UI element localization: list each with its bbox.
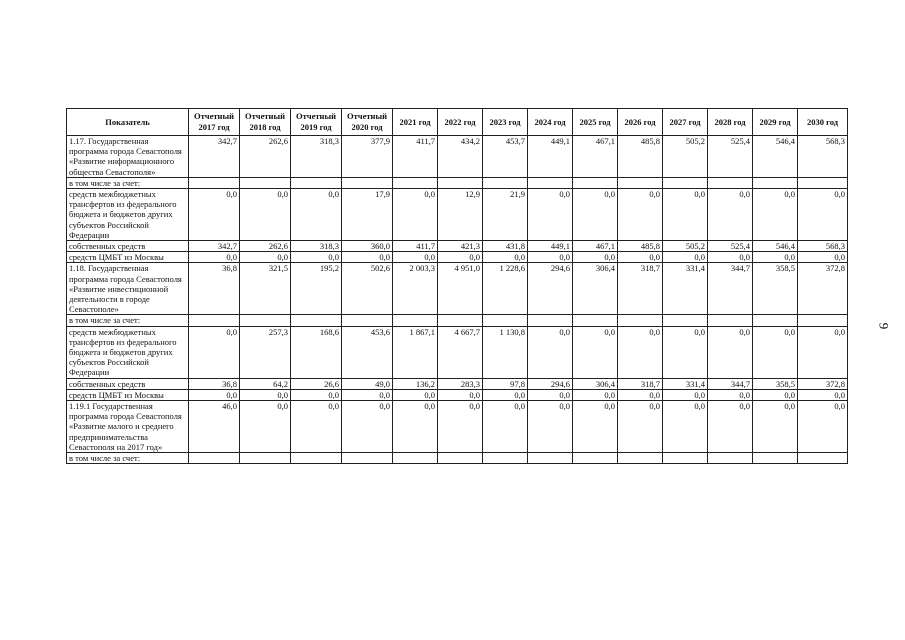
table-row	[67, 389, 848, 400]
cell-value	[708, 315, 753, 326]
cell-value: 0,0	[291, 252, 342, 263]
table-row	[67, 189, 848, 241]
row-label: средств ЦМБТ из Москвы	[67, 252, 189, 263]
row-label: в том числе за счет:	[67, 315, 189, 326]
table-row	[67, 453, 848, 464]
cell-value: 0,0	[798, 326, 848, 378]
cell-value	[240, 177, 291, 188]
cell-value	[189, 453, 240, 464]
cell-value: 0,0	[753, 326, 798, 378]
cell-value: 342,7	[189, 136, 240, 178]
cell-value: 306,4	[573, 378, 618, 389]
cell-value	[798, 453, 848, 464]
cell-value: 568,3	[798, 136, 848, 178]
table-row	[67, 136, 848, 178]
column-header-year: 2027 год	[663, 109, 708, 136]
cell-value: 0,0	[291, 389, 342, 400]
cell-value: 318,3	[291, 241, 342, 252]
cell-value: 344,7	[708, 263, 753, 315]
cell-value: 318,7	[618, 378, 663, 389]
cell-value: 0,0	[528, 401, 573, 453]
cell-value	[342, 315, 393, 326]
cell-value: 64,2	[240, 378, 291, 389]
cell-value	[528, 453, 573, 464]
cell-value: 525,4	[708, 136, 753, 178]
cell-value	[291, 177, 342, 188]
column-header-year: Отчетный 2019 год	[291, 109, 342, 136]
cell-value: 372,8	[798, 378, 848, 389]
cell-value: 0,0	[573, 252, 618, 263]
cell-value: 0,0	[342, 252, 393, 263]
cell-value	[618, 453, 663, 464]
cell-value: 294,6	[528, 263, 573, 315]
cell-value: 0,0	[189, 389, 240, 400]
cell-value	[393, 177, 438, 188]
cell-value: 467,1	[573, 136, 618, 178]
cell-value: 331,4	[663, 263, 708, 315]
cell-value: 283,3	[438, 378, 483, 389]
row-label: 1.17. Государственная программа города Севастополя «Развитие информационного общества Севастополя»	[67, 136, 189, 178]
cell-value: 0,0	[618, 189, 663, 241]
cell-value: 453,7	[483, 136, 528, 178]
row-label: собственных средств	[67, 241, 189, 252]
cell-value: 168,6	[291, 326, 342, 378]
cell-value: 546,4	[753, 241, 798, 252]
cell-value: 467,1	[573, 241, 618, 252]
cell-value: 0,0	[753, 252, 798, 263]
cell-value	[189, 177, 240, 188]
row-label: 1.18. Государственная программа города Севастополя «Развитие инвестиционной деятельности в городе Севастополе»	[67, 263, 189, 315]
cell-value: 0,0	[573, 189, 618, 241]
table-row	[67, 241, 848, 252]
cell-value: 262,6	[240, 136, 291, 178]
cell-value: 372,8	[798, 263, 848, 315]
column-header-year: 2023 год	[483, 109, 528, 136]
cell-value: 421,3	[438, 241, 483, 252]
cell-value: 0,0	[528, 252, 573, 263]
cell-value	[291, 315, 342, 326]
table-header-row	[67, 109, 848, 136]
column-header-year: 2024 год	[528, 109, 573, 136]
cell-value: 0,0	[189, 326, 240, 378]
cell-value	[753, 177, 798, 188]
column-header-year: 2028 год	[708, 109, 753, 136]
cell-value	[342, 177, 393, 188]
cell-value: 0,0	[618, 252, 663, 263]
cell-value: 0,0	[663, 252, 708, 263]
column-header-year: 2029 год	[753, 109, 798, 136]
table-row	[67, 401, 848, 453]
cell-value: 0,0	[753, 189, 798, 241]
cell-value	[663, 453, 708, 464]
cell-value: 344,7	[708, 378, 753, 389]
table-row	[67, 378, 848, 389]
cell-value: 0,0	[528, 189, 573, 241]
cell-value	[798, 315, 848, 326]
table-row	[67, 315, 848, 326]
cell-value: 0,0	[708, 189, 753, 241]
cell-value	[438, 453, 483, 464]
cell-value: 36,8	[189, 378, 240, 389]
cell-value: 485,8	[618, 241, 663, 252]
cell-value: 318,3	[291, 136, 342, 178]
row-label: средств ЦМБТ из Москвы	[67, 389, 189, 400]
cell-value: 0,0	[708, 389, 753, 400]
cell-value: 0,0	[573, 389, 618, 400]
cell-value	[753, 315, 798, 326]
table-row	[67, 326, 848, 378]
cell-value: 0,0	[573, 326, 618, 378]
cell-value: 4 951,0	[438, 263, 483, 315]
row-label: в том числе за счет:	[67, 177, 189, 188]
cell-value: 4 667,7	[438, 326, 483, 378]
cell-value	[618, 177, 663, 188]
cell-value: 0,0	[291, 401, 342, 453]
cell-value: 546,4	[753, 136, 798, 178]
cell-value: 0,0	[798, 189, 848, 241]
cell-value: 342,7	[189, 241, 240, 252]
cell-value: 449,1	[528, 241, 573, 252]
cell-value: 431,8	[483, 241, 528, 252]
cell-value	[438, 177, 483, 188]
cell-value: 318,7	[618, 263, 663, 315]
cell-value: 0,0	[240, 389, 291, 400]
cell-value	[708, 177, 753, 188]
cell-value	[393, 453, 438, 464]
cell-value: 0,0	[291, 189, 342, 241]
cell-value	[753, 453, 798, 464]
cell-value	[483, 315, 528, 326]
cell-value: 26,6	[291, 378, 342, 389]
cell-value: 0,0	[663, 326, 708, 378]
cell-value: 505,2	[663, 241, 708, 252]
cell-value	[342, 453, 393, 464]
cell-value: 2 003,3	[393, 263, 438, 315]
cell-value	[618, 315, 663, 326]
cell-value: 0,0	[753, 389, 798, 400]
cell-value: 0,0	[393, 401, 438, 453]
cell-value	[240, 315, 291, 326]
cell-value: 49,0	[342, 378, 393, 389]
cell-value: 568,3	[798, 241, 848, 252]
cell-value: 0,0	[438, 389, 483, 400]
cell-value	[240, 453, 291, 464]
cell-value: 1 228,6	[483, 263, 528, 315]
cell-value	[483, 453, 528, 464]
cell-value: 294,6	[528, 378, 573, 389]
column-header-year: 2030 год	[798, 109, 848, 136]
cell-value: 0,0	[573, 401, 618, 453]
table-body	[67, 136, 848, 464]
cell-value: 377,9	[342, 136, 393, 178]
cell-value: 0,0	[438, 401, 483, 453]
cell-value: 0,0	[393, 389, 438, 400]
cell-value: 1 130,8	[483, 326, 528, 378]
cell-value: 453,6	[342, 326, 393, 378]
cell-value	[798, 177, 848, 188]
cell-value: 0,0	[189, 189, 240, 241]
cell-value: 0,0	[528, 326, 573, 378]
cell-value: 0,0	[483, 252, 528, 263]
cell-value: 0,0	[483, 401, 528, 453]
cell-value	[573, 453, 618, 464]
column-header-year: Отчетный 2020 год	[342, 109, 393, 136]
budget-table	[66, 108, 848, 464]
cell-value	[573, 315, 618, 326]
cell-value: 1 867,1	[393, 326, 438, 378]
cell-value: 97,8	[483, 378, 528, 389]
cell-value: 0,0	[663, 189, 708, 241]
cell-value	[528, 177, 573, 188]
row-label: в том числе за счет:	[67, 453, 189, 464]
column-header-indicator: Показатель	[67, 109, 189, 136]
cell-value: 12,9	[438, 189, 483, 241]
cell-value: 358,5	[753, 263, 798, 315]
cell-value: 358,5	[753, 378, 798, 389]
table-row	[67, 252, 848, 263]
cell-value: 0,0	[663, 401, 708, 453]
cell-value: 306,4	[573, 263, 618, 315]
cell-value: 0,0	[240, 189, 291, 241]
cell-value: 0,0	[483, 389, 528, 400]
column-header-year: Отчетный 2018 год	[240, 109, 291, 136]
cell-value: 0,0	[342, 401, 393, 453]
cell-value: 17,9	[342, 189, 393, 241]
cell-value: 411,7	[393, 136, 438, 178]
cell-value: 505,2	[663, 136, 708, 178]
cell-value	[663, 315, 708, 326]
cell-value: 502,6	[342, 263, 393, 315]
cell-value	[528, 315, 573, 326]
cell-value: 195,2	[291, 263, 342, 315]
cell-value: 136,2	[393, 378, 438, 389]
cell-value: 0,0	[528, 389, 573, 400]
cell-value: 0,0	[240, 401, 291, 453]
row-label: 1.19.1 Государственная программа города Севастополя «Развитие малого и среднего предпринимательства Севастополя на 2017 год»	[67, 401, 189, 453]
cell-value	[438, 315, 483, 326]
column-header-year: 2021 год	[393, 109, 438, 136]
cell-value: 0,0	[798, 389, 848, 400]
cell-value	[483, 177, 528, 188]
cell-value: 0,0	[342, 389, 393, 400]
cell-value: 46,0	[189, 401, 240, 453]
cell-value: 0,0	[708, 326, 753, 378]
cell-value: 485,8	[618, 136, 663, 178]
cell-value: 449,1	[528, 136, 573, 178]
row-label: средств межбюджетных трансфертов из федерального бюджета и бюджетов других субъектов Российской Федерации	[67, 326, 189, 378]
cell-value: 411,7	[393, 241, 438, 252]
cell-value: 0,0	[618, 389, 663, 400]
cell-value: 0,0	[663, 389, 708, 400]
cell-value: 0,0	[618, 401, 663, 453]
cell-value: 0,0	[753, 401, 798, 453]
cell-value: 0,0	[438, 252, 483, 263]
column-header-year: Отчетный 2017 год	[189, 109, 240, 136]
cell-value	[393, 315, 438, 326]
row-label: средств межбюджетных трансфертов из федерального бюджета и бюджетов других субъектов Российской Федерации	[67, 189, 189, 241]
row-label: собственных средств	[67, 378, 189, 389]
cell-value: 0,0	[240, 252, 291, 263]
table-row	[67, 263, 848, 315]
cell-value: 0,0	[708, 252, 753, 263]
cell-value	[189, 315, 240, 326]
cell-value: 331,4	[663, 378, 708, 389]
cell-value: 262,6	[240, 241, 291, 252]
cell-value: 21,9	[483, 189, 528, 241]
cell-value: 0,0	[189, 252, 240, 263]
cell-value: 0,0	[708, 401, 753, 453]
cell-value: 321,5	[240, 263, 291, 315]
page-number: 9	[876, 322, 892, 330]
cell-value: 0,0	[798, 252, 848, 263]
cell-value: 0,0	[393, 252, 438, 263]
column-header-year: 2022 год	[438, 109, 483, 136]
cell-value: 525,4	[708, 241, 753, 252]
cell-value: 0,0	[393, 189, 438, 241]
cell-value: 257,3	[240, 326, 291, 378]
cell-value: 434,2	[438, 136, 483, 178]
cell-value	[573, 177, 618, 188]
cell-value	[663, 177, 708, 188]
cell-value	[708, 453, 753, 464]
cell-value	[291, 453, 342, 464]
column-header-year: 2025 год	[573, 109, 618, 136]
cell-value: 360,0	[342, 241, 393, 252]
cell-value: 0,0	[618, 326, 663, 378]
table-row	[67, 177, 848, 188]
cell-value: 0,0	[798, 401, 848, 453]
cell-value: 36,8	[189, 263, 240, 315]
column-header-year: 2026 год	[618, 109, 663, 136]
